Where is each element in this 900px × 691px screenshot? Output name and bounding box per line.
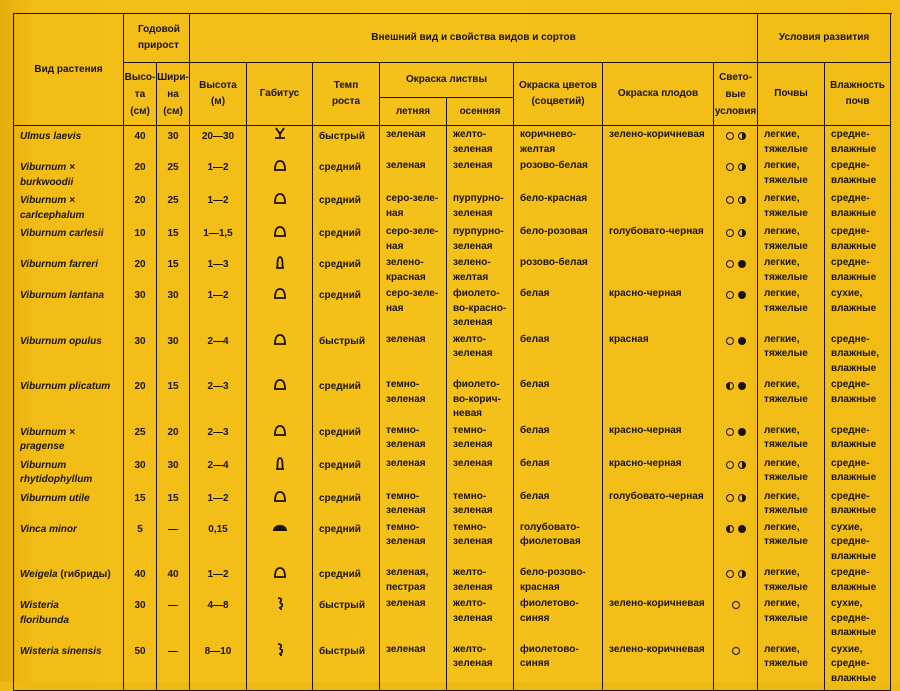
light-conditions [714, 223, 757, 242]
table-row [14, 595, 891, 641]
leaf-summer: зеленая [386, 457, 426, 469]
flower-color: бело-красная [520, 193, 588, 204]
species-name [14, 488, 123, 507]
light-conditions [714, 376, 757, 395]
table-row [14, 331, 891, 377]
leaf-autumn: желто- зеленая [453, 333, 493, 359]
table-row [14, 422, 891, 455]
flower-color: белая [520, 288, 550, 299]
growth-width: 25 [167, 162, 179, 173]
species-latin-name: Viburnum carlesii [20, 228, 104, 239]
leaf-summer: зеленая [386, 333, 426, 345]
table-row [14, 564, 891, 595]
header-growth-width: Шири- на (см) [157, 63, 190, 126]
header-annual-growth: Годовой прирост [124, 14, 190, 63]
growth-height: 30 [134, 335, 146, 347]
leaf-autumn: желто- зеленая [453, 567, 493, 593]
species-latin-name: Viburnum lantana [20, 290, 105, 301]
soil-moisture: средне- влажные [831, 226, 877, 252]
leaf-summer: зеленая [386, 129, 426, 140]
species-note: (гибриды) [57, 569, 111, 580]
soil-moisture: средне- влажные, влажные [831, 333, 879, 374]
shrub-dome-icon [247, 157, 312, 171]
species-name [14, 254, 123, 273]
growth-height: 30 [134, 459, 146, 471]
partial-shade-icon [726, 382, 734, 390]
soil-moisture: средне- влажные [831, 193, 877, 219]
sun-icon [726, 428, 734, 436]
growth-height: 25 [134, 426, 146, 438]
leaf-autumn: пурпурно- зеленая [453, 226, 504, 252]
height-value: 1—1,5 [203, 228, 233, 239]
soil-type: легкие, тяжелые [764, 567, 808, 593]
leaf-summer: серо-зеле- ная [386, 226, 439, 252]
growth-width: 25 [167, 195, 179, 206]
soil-type: легкие, тяжелые [764, 193, 808, 219]
soil-type: легкие, тяжелые [764, 643, 808, 669]
growth-rate: средний [319, 523, 361, 535]
shade-icon [738, 428, 746, 436]
soil-moisture: сухие, средне- влажные [831, 598, 877, 638]
flower-color: бело-розово- красная [520, 567, 586, 593]
species-name [14, 564, 123, 583]
light-conditions [714, 126, 757, 145]
growth-rate: средний [319, 195, 361, 206]
light-conditions [714, 190, 757, 209]
growth-width: 15 [167, 228, 179, 239]
header-growth-height: Высо- та (см) [124, 63, 157, 126]
flower-color: белая [520, 333, 550, 345]
soil-moisture: средне- влажные [831, 490, 877, 516]
species-latin-name: Vinca minor [20, 523, 77, 535]
growth-width: 30 [167, 131, 179, 142]
growth-height: 10 [134, 228, 146, 239]
header-species: Вид растения [14, 14, 124, 126]
header-light: Свето- вые условия [714, 63, 758, 126]
soil-type: легкие, тяжелые [764, 521, 808, 547]
table-row [14, 223, 891, 254]
flower-color: белая [520, 379, 550, 390]
leaf-summer: зеленая [386, 643, 426, 655]
growth-height: 30 [134, 290, 146, 301]
shade-icon [738, 382, 746, 390]
soil-moisture: средне- влажные [831, 257, 877, 283]
height-value: 4—8 [207, 600, 229, 611]
leaf-autumn: желто- зеленая [453, 598, 493, 624]
leaf-autumn: зеленая [453, 457, 493, 469]
growth-width: 40 [167, 569, 179, 580]
fruit-color [603, 254, 713, 256]
growth-height: 30 [134, 600, 146, 611]
fruit-color: красно-черная [609, 288, 682, 299]
soil-moisture: сухие, средне- влажные [831, 643, 877, 684]
soil-moisture: средне- влажные [831, 567, 877, 593]
species-name [14, 376, 123, 395]
growth-rate: средний [319, 426, 361, 438]
leaf-autumn: пурпурно- зеленая [453, 193, 504, 219]
growth-height: 20 [134, 259, 146, 270]
species-name [14, 157, 123, 190]
leaf-summer: зеленая, пестрая [386, 567, 429, 593]
header-height: Высота (м) [190, 63, 247, 126]
growth-width: 30 [167, 335, 179, 347]
header-appearance: Внешний вид и свойства видов и сортов [190, 14, 758, 63]
header-growth-rate: Темп роста [313, 63, 380, 126]
light-conditions [714, 641, 757, 660]
growth-width: 15 [167, 381, 179, 392]
sun-icon [732, 601, 740, 609]
sun-icon [726, 163, 734, 171]
partial-shade-icon [738, 196, 746, 204]
height-value: 1—3 [207, 259, 229, 270]
leaf-summer: зелено- красная [386, 257, 426, 283]
table-row [14, 254, 891, 285]
shrub-dome-icon [247, 190, 312, 204]
light-conditions [714, 519, 757, 538]
soil-type: легкие, тяжелые [764, 160, 808, 186]
leaf-summer: темно- зеленая [386, 424, 426, 450]
sun-icon [726, 461, 734, 469]
shade-icon [738, 525, 746, 533]
flower-color: белая [520, 424, 550, 436]
species-latin-name: Viburnum × burkwoodii [20, 162, 75, 188]
table-row [14, 488, 891, 519]
species-latin-name: Wisteria floribunda [20, 600, 69, 626]
flower-color: розово-белая [520, 160, 588, 171]
shrub-dome-icon [247, 223, 312, 237]
growth-height: 20 [134, 381, 146, 392]
flower-color: голубовато- фиолетовая [520, 521, 581, 547]
header-flower-color: Окраска цветов (соцветий) [514, 63, 603, 126]
light-conditions [714, 595, 757, 614]
growth-height: 50 [134, 645, 146, 657]
growth-width: — [168, 645, 178, 657]
growth-width: 30 [167, 459, 179, 471]
fruit-color [603, 376, 713, 378]
light-conditions [714, 157, 757, 176]
light-conditions [714, 331, 757, 350]
fruit-color: голубовато-черная [609, 490, 704, 502]
soil-moisture: средне- влажные [831, 457, 877, 483]
partial-shade-icon [738, 229, 746, 237]
growth-height: 20 [134, 195, 146, 206]
flower-color: розово-белая [520, 257, 588, 268]
soil-moisture: сухие, средне- влажные [831, 521, 877, 562]
soil-type: легкие, тяжелые [764, 129, 808, 155]
flower-color: фиолетово- синяя [520, 643, 579, 669]
species-name [14, 641, 123, 660]
sun-icon [726, 229, 734, 237]
partial-shade-icon [726, 525, 734, 533]
leaf-autumn: фиолето- во-красно- зеленая [453, 288, 507, 328]
height-value: 1—2 [207, 162, 229, 173]
species-name [14, 595, 123, 628]
species-name [14, 285, 123, 304]
growth-height: 5 [137, 523, 143, 535]
height-value: 20—30 [201, 131, 235, 142]
sun-icon [726, 260, 734, 268]
header-leaf-summer: летняя [380, 98, 447, 126]
table-row [14, 376, 891, 422]
flower-color: коричнево- желтая [520, 129, 577, 155]
leaf-autumn: зелено- желтая [453, 257, 491, 283]
soil-type: легкие, тяжелые [764, 457, 808, 483]
plant-properties-table [13, 13, 891, 691]
fruit-color [603, 157, 713, 159]
growth-rate: средний [319, 290, 361, 301]
leaf-summer: темно- зеленая [386, 490, 426, 516]
fruit-color [603, 519, 713, 521]
leaf-autumn: фиолето- во-корич- невая [453, 379, 501, 419]
soil-moisture: сухие, влажные [831, 288, 877, 314]
flower-color: фиолетово- синяя [520, 598, 579, 624]
species-name [14, 126, 123, 145]
sun-icon [726, 132, 734, 140]
species-latin-name: Viburnum opulus [20, 335, 102, 347]
partial-shade-icon [738, 494, 746, 502]
fruit-color: зелено-коричневая [609, 598, 705, 609]
species-latin-name: Viburnum rhytidophyllum [20, 459, 93, 485]
flower-color: бело-розовая [520, 226, 588, 237]
sun-icon [726, 196, 734, 204]
fruit-color: голубовато-черная [609, 226, 704, 237]
soil-type: легкие, тяжелые [764, 257, 808, 283]
light-conditions [714, 564, 757, 583]
growth-rate: средний [319, 162, 361, 173]
growth-rate: быстрый [319, 645, 365, 657]
growth-width: 30 [167, 290, 179, 301]
soil-type: легкие, тяжелые [764, 226, 808, 252]
leaf-autumn: желто- зеленая [453, 643, 493, 669]
leaf-autumn: темно- зеленая [453, 521, 493, 547]
light-conditions [714, 254, 757, 273]
shade-icon [738, 337, 746, 345]
table-row [14, 519, 891, 565]
light-conditions [714, 488, 757, 507]
light-conditions [714, 422, 757, 441]
leaf-summer: серо-зеле- ная [386, 193, 439, 219]
growth-height: 15 [134, 492, 146, 504]
groundcover-icon [247, 519, 312, 533]
leaf-autumn: желто- зеленая [453, 129, 493, 155]
sun-icon [726, 337, 734, 345]
fruit-color [603, 564, 713, 566]
height-value: 2—3 [207, 426, 229, 438]
partial-shade-icon [738, 461, 746, 469]
species-name [14, 422, 123, 455]
table-row [14, 126, 891, 158]
partial-shade-icon [738, 132, 746, 140]
height-value: 8—10 [204, 645, 232, 657]
leaf-autumn: зеленая [453, 160, 493, 171]
species-latin-name: Weigela [20, 569, 58, 580]
header-fruit-color: Окраска плодов [603, 63, 714, 126]
soil-moisture: средне- влажные [831, 379, 877, 405]
species-latin-name: Wisteria sinensis [20, 645, 102, 657]
header-moisture: Влажность почв [825, 63, 891, 126]
header-leaf-color: Окраска листвы [380, 63, 514, 98]
flower-color: белая [520, 490, 550, 502]
growth-width: 20 [167, 426, 179, 438]
species-latin-name: Viburnum utile [20, 492, 90, 504]
growth-rate: быстрый [319, 131, 365, 142]
light-conditions [714, 455, 757, 474]
height-value: 2—3 [207, 381, 229, 392]
growth-height: 40 [134, 569, 146, 580]
header-habit: Габитус [247, 63, 313, 126]
leaf-summer: серо-зеле- ная [386, 288, 439, 314]
light-conditions [714, 285, 757, 304]
shrub-dome-icon [247, 331, 312, 345]
shrub-dome-icon [247, 376, 312, 390]
fruit-color: красно-черная [609, 424, 682, 436]
shrub-dome-icon [247, 488, 312, 502]
partial-shade-icon [738, 163, 746, 171]
growth-width: — [168, 600, 178, 611]
soil-type: легкие, тяжелые [764, 379, 808, 405]
shrub-upright-icon [247, 455, 312, 469]
partial-shade-icon [738, 570, 746, 578]
species-latin-name: Viburnum farreri [20, 259, 98, 270]
header-conditions: Условия развития [758, 14, 891, 63]
sun-icon [732, 647, 740, 655]
header-soil: Почвы [758, 63, 825, 126]
species-name [14, 519, 123, 538]
species-name [14, 190, 123, 223]
shrub-upright-icon [247, 254, 312, 268]
height-value: 1—2 [207, 290, 229, 301]
sun-icon [726, 291, 734, 299]
climber-icon [247, 641, 312, 655]
soil-type: легкие, тяжелые [764, 424, 808, 450]
table-row [14, 641, 891, 691]
growth-rate: быстрый [319, 600, 365, 611]
sun-icon [726, 494, 734, 502]
growth-width: 15 [167, 259, 179, 270]
soil-type: легкие, тяжелые [764, 333, 808, 359]
table-row [14, 285, 891, 331]
soil-type: легкие, тяжелые [764, 490, 808, 516]
leaf-autumn: темно- зеленая [453, 490, 493, 516]
leaf-summer: зеленая [386, 160, 426, 171]
growth-rate: средний [319, 569, 361, 580]
growth-height: 20 [134, 162, 146, 173]
growth-rate: быстрый [319, 335, 365, 347]
soil-moisture: средне- влажные [831, 424, 877, 450]
shrub-dome-icon [247, 564, 312, 578]
height-value: 1—2 [207, 195, 229, 206]
growth-rate: средний [319, 459, 361, 471]
species-name [14, 331, 123, 350]
height-value: 1—2 [207, 492, 229, 504]
growth-height: 40 [134, 131, 146, 142]
header-leaf-autumn: осенняя [447, 98, 514, 126]
species-name [14, 455, 123, 488]
leaf-autumn: темно- зеленая [453, 424, 493, 450]
fruit-color: красная [609, 333, 649, 345]
soil-moisture: средне- влажные [831, 160, 877, 186]
table-row [14, 157, 891, 190]
growth-rate: средний [319, 259, 361, 270]
table-row [14, 455, 891, 488]
growth-width: 15 [167, 492, 179, 504]
flower-color: белая [520, 457, 550, 469]
species-latin-name: Viburnum × pragense [20, 426, 75, 452]
shrub-dome-icon [247, 422, 312, 436]
climber-icon [247, 595, 312, 609]
table-row [14, 190, 891, 223]
growth-rate: средний [319, 381, 361, 392]
height-value: 1—2 [207, 569, 229, 580]
fruit-color: зелено-коричневая [609, 129, 705, 140]
soil-moisture: средне- влажные [831, 129, 877, 155]
fruit-color [603, 190, 713, 192]
height-value: 2—4 [207, 335, 229, 347]
height-value: 0,15 [208, 523, 228, 535]
soil-type: легкие, тяжелые [764, 288, 808, 314]
fruit-color: красно-черная [609, 457, 682, 469]
sun-icon [726, 570, 734, 578]
species-latin-name: Viburnum plicatum [20, 381, 111, 392]
height-value: 2—4 [207, 459, 229, 471]
leaf-summer: темно- зеленая [386, 379, 426, 405]
tree-icon [247, 126, 312, 140]
growth-rate: средний [319, 492, 361, 504]
growth-rate: средний [319, 228, 361, 239]
shade-icon [738, 260, 746, 268]
leaf-summer: зеленая [386, 598, 426, 609]
species-latin-name: Viburnum × carlcephalum [20, 195, 85, 221]
leaf-summer: темно- зеленая [386, 521, 426, 547]
fruit-color: зелено-коричневая [609, 643, 705, 655]
soil-type: легкие, тяжелые [764, 598, 808, 624]
shade-icon [738, 291, 746, 299]
shrub-dome-icon [247, 285, 312, 299]
species-latin-name: Ulmus laevis [20, 131, 82, 142]
species-name [14, 223, 123, 242]
growth-width: — [168, 523, 178, 535]
